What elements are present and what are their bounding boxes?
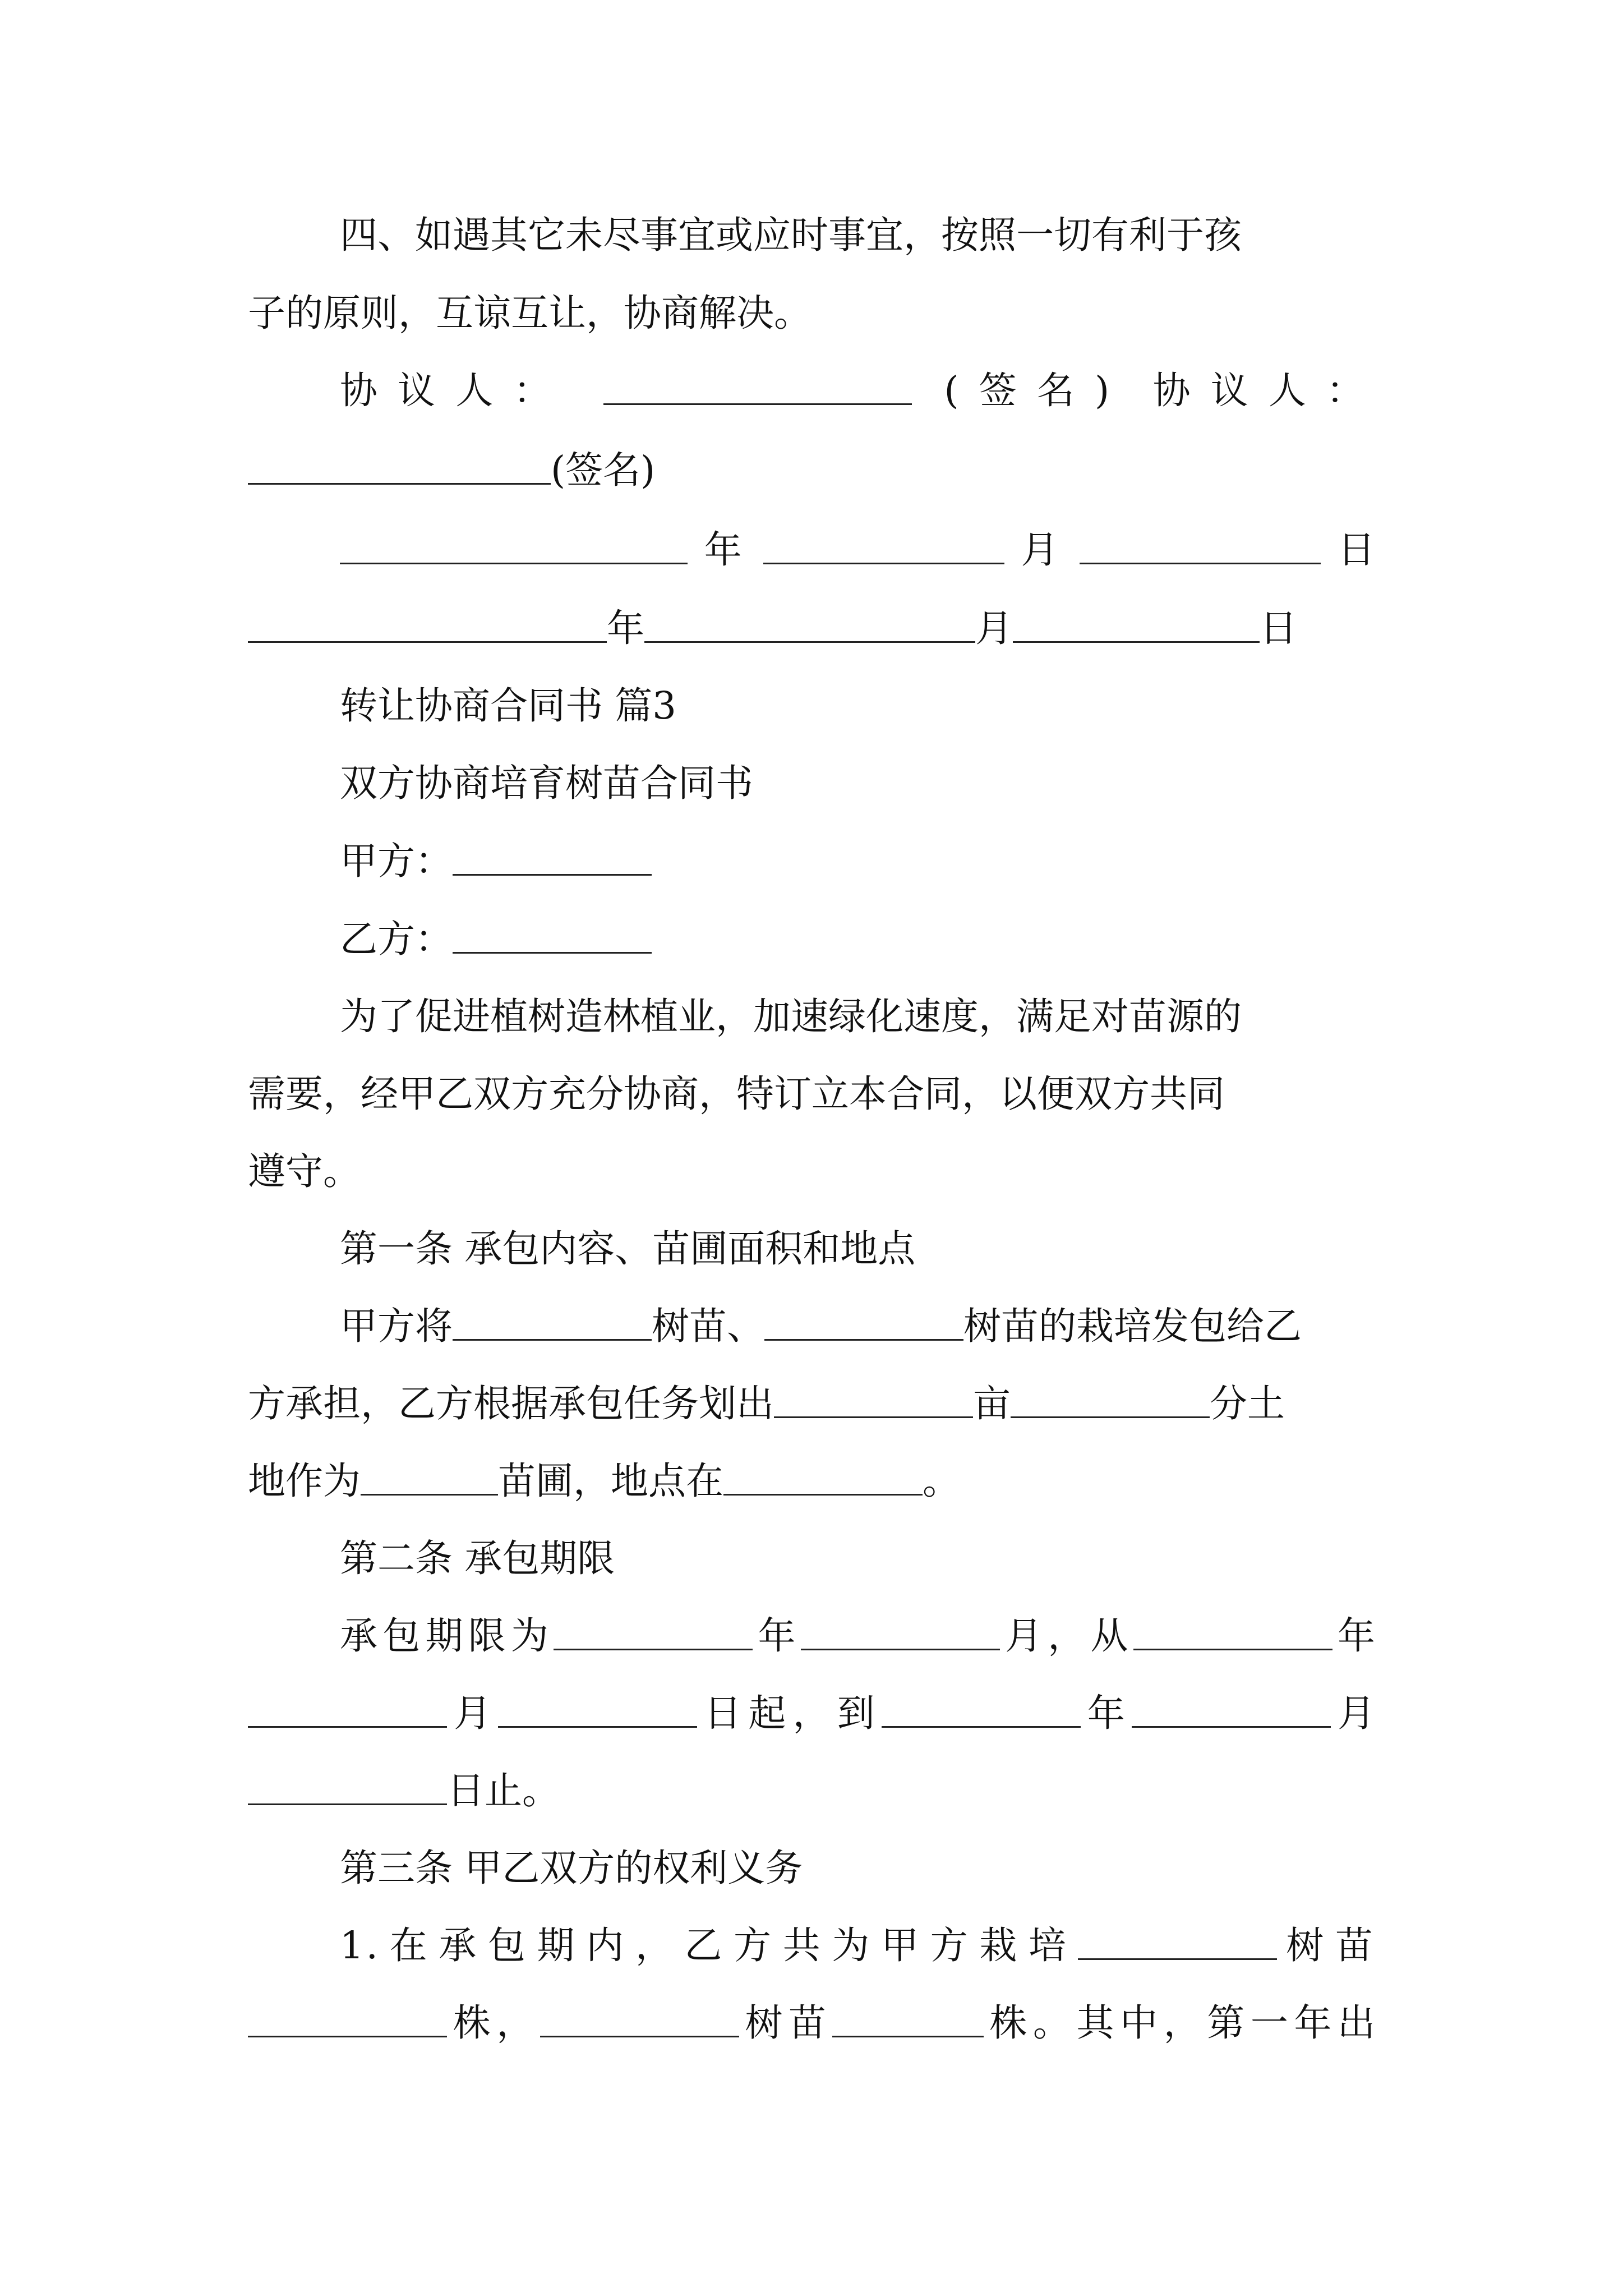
article-3-line-2 — [248, 1985, 1375, 2062]
article-2-line-1 — [340, 1598, 1375, 1674]
article-2-text-e: 月 — [447, 1691, 499, 1735]
party-label-1: 协议人： — [340, 369, 571, 412]
signature-row-1 — [340, 352, 1375, 429]
date-row-1 — [340, 512, 1375, 588]
article-1-text-a: 甲方将 — [340, 1304, 453, 1348]
party-a-blank — [453, 840, 652, 876]
date-blank-month-2 — [644, 608, 975, 643]
date-month-label-2: 月 — [975, 606, 1013, 650]
article-1-blank-1 — [453, 1305, 652, 1341]
para-four-line-1: 四、如遇其它未尽事宜或应时事宜，按照一切有利于孩 — [340, 213, 1242, 257]
article-2-blank-5 — [498, 1692, 697, 1728]
article-1-text-g: 地作为 — [248, 1459, 361, 1503]
article-3-blank-2 — [248, 2002, 447, 2037]
article-2-line-3 — [248, 1752, 1375, 1829]
article-1-blank-6 — [723, 1460, 923, 1496]
article-1-line-3 — [248, 1443, 1375, 1520]
party-label-2: 协议人： — [1152, 369, 1375, 412]
article-2-text-g: 年 — [1080, 1691, 1132, 1735]
article-2-text-b: 年 — [753, 1614, 801, 1658]
article-2-text-i: 日止。 — [447, 1769, 560, 1812]
article-1-text-h: 苗圃，地点在 — [498, 1459, 723, 1503]
article-3-blank-1 — [1078, 1925, 1277, 1960]
para-four-line-2: 子的原则，互谅互让，协商解决。 — [248, 291, 811, 335]
signature-blank-2 — [248, 449, 551, 485]
article-1-text-c: 树苗的栽培发包给乙 — [963, 1304, 1302, 1348]
article-2-text-c: 月，从 — [999, 1614, 1133, 1658]
article-1-blank-5 — [361, 1460, 498, 1496]
article-3-blank-3 — [540, 2002, 739, 2037]
signature-blank-1 — [603, 370, 912, 405]
article-1-text-d: 方承担，乙方根据承包任务划出 — [248, 1382, 774, 1425]
party-a-line — [340, 823, 1375, 900]
article-2-text-a: 承包期限为 — [340, 1614, 554, 1658]
article-1-blank-2 — [764, 1305, 963, 1341]
article-3-text-e: 株。其中，第一年出 — [983, 2001, 1376, 2045]
article-2-title: 第二条 承包期限 — [340, 1536, 615, 1580]
party-b-line — [340, 901, 1375, 978]
article-3-line-1 — [340, 1907, 1375, 1984]
date-year-label-2: 年 — [607, 606, 644, 650]
article-3-text-d: 树苗 — [739, 2001, 832, 2045]
date-day-label-2: 日 — [1260, 606, 1297, 650]
date-month-label-1: 月 — [1021, 528, 1063, 572]
article-1-blank-3 — [774, 1383, 973, 1418]
party-b-blank — [453, 918, 652, 954]
article-2-blank-7 — [1132, 1692, 1331, 1728]
party-b-label: 乙方： — [340, 917, 453, 961]
signature-row-2 — [248, 432, 1375, 509]
article-2-line-2 — [248, 1675, 1375, 1752]
article-3-text-a: 1.在承包期内，乙方共为甲方栽培 — [340, 1924, 1078, 1967]
article-3-title: 第三条 甲乙双方的权利义务 — [340, 1846, 803, 1890]
article-3-text-b: 树苗 — [1276, 1924, 1375, 1967]
article-2-text-f: 日起，到 — [697, 1691, 882, 1735]
article-1-title: 第一条 承包内容、苗圃面积和地点 — [340, 1227, 916, 1271]
sign-label-2: (签名) — [551, 448, 656, 492]
article-2-blank-3 — [1133, 1615, 1332, 1650]
party-a-label: 甲方： — [340, 839, 453, 883]
article-1-line-2 — [248, 1365, 1375, 1442]
article-1-line-1 — [340, 1288, 1375, 1365]
article-2-blank-1 — [554, 1615, 753, 1650]
preamble-line-3: 遵守。 — [248, 1149, 361, 1193]
article-1-text-b: 树苗、 — [652, 1304, 764, 1348]
date-row-2 — [248, 590, 1375, 667]
article-2-blank-6 — [882, 1692, 1081, 1728]
article-1-text-f: 分土 — [1210, 1382, 1285, 1425]
article-3-blank-4 — [832, 2002, 984, 2037]
date-year-label-1: 年 — [704, 528, 747, 572]
preamble-line-1: 为了促进植树造林植业，加速绿化速度，满足对苗源的 — [340, 995, 1242, 1038]
article-1-text-i: 。 — [923, 1459, 960, 1503]
date-blank-year-1 — [340, 529, 688, 564]
preamble-line-2: 需要，经甲乙双方充分协商，特订立本合同，以便双方共同 — [248, 1072, 1225, 1116]
article-2-blank-4 — [248, 1692, 447, 1728]
date-blank-day-2 — [1013, 608, 1260, 643]
article-2-text-d: 年 — [1332, 1614, 1375, 1658]
contract-title: 双方协商培育树苗合同书 — [340, 761, 753, 805]
section-title: 转让协商合同书 篇3 — [340, 684, 676, 728]
date-blank-day-1 — [1080, 529, 1321, 564]
article-1-text-e: 亩 — [973, 1382, 1011, 1425]
date-day-label-1: 日 — [1338, 528, 1375, 572]
sign-label-1: (签名) — [944, 369, 1121, 412]
article-3-text-c: 株， — [447, 2001, 540, 2045]
article-1-blank-4 — [1011, 1383, 1210, 1418]
date-blank-month-1 — [763, 529, 1004, 564]
date-blank-year-2 — [248, 608, 607, 643]
article-2-blank-8 — [248, 1770, 447, 1805]
article-2-text-h: 月 — [1330, 1691, 1376, 1735]
article-2-blank-2 — [801, 1615, 1000, 1650]
